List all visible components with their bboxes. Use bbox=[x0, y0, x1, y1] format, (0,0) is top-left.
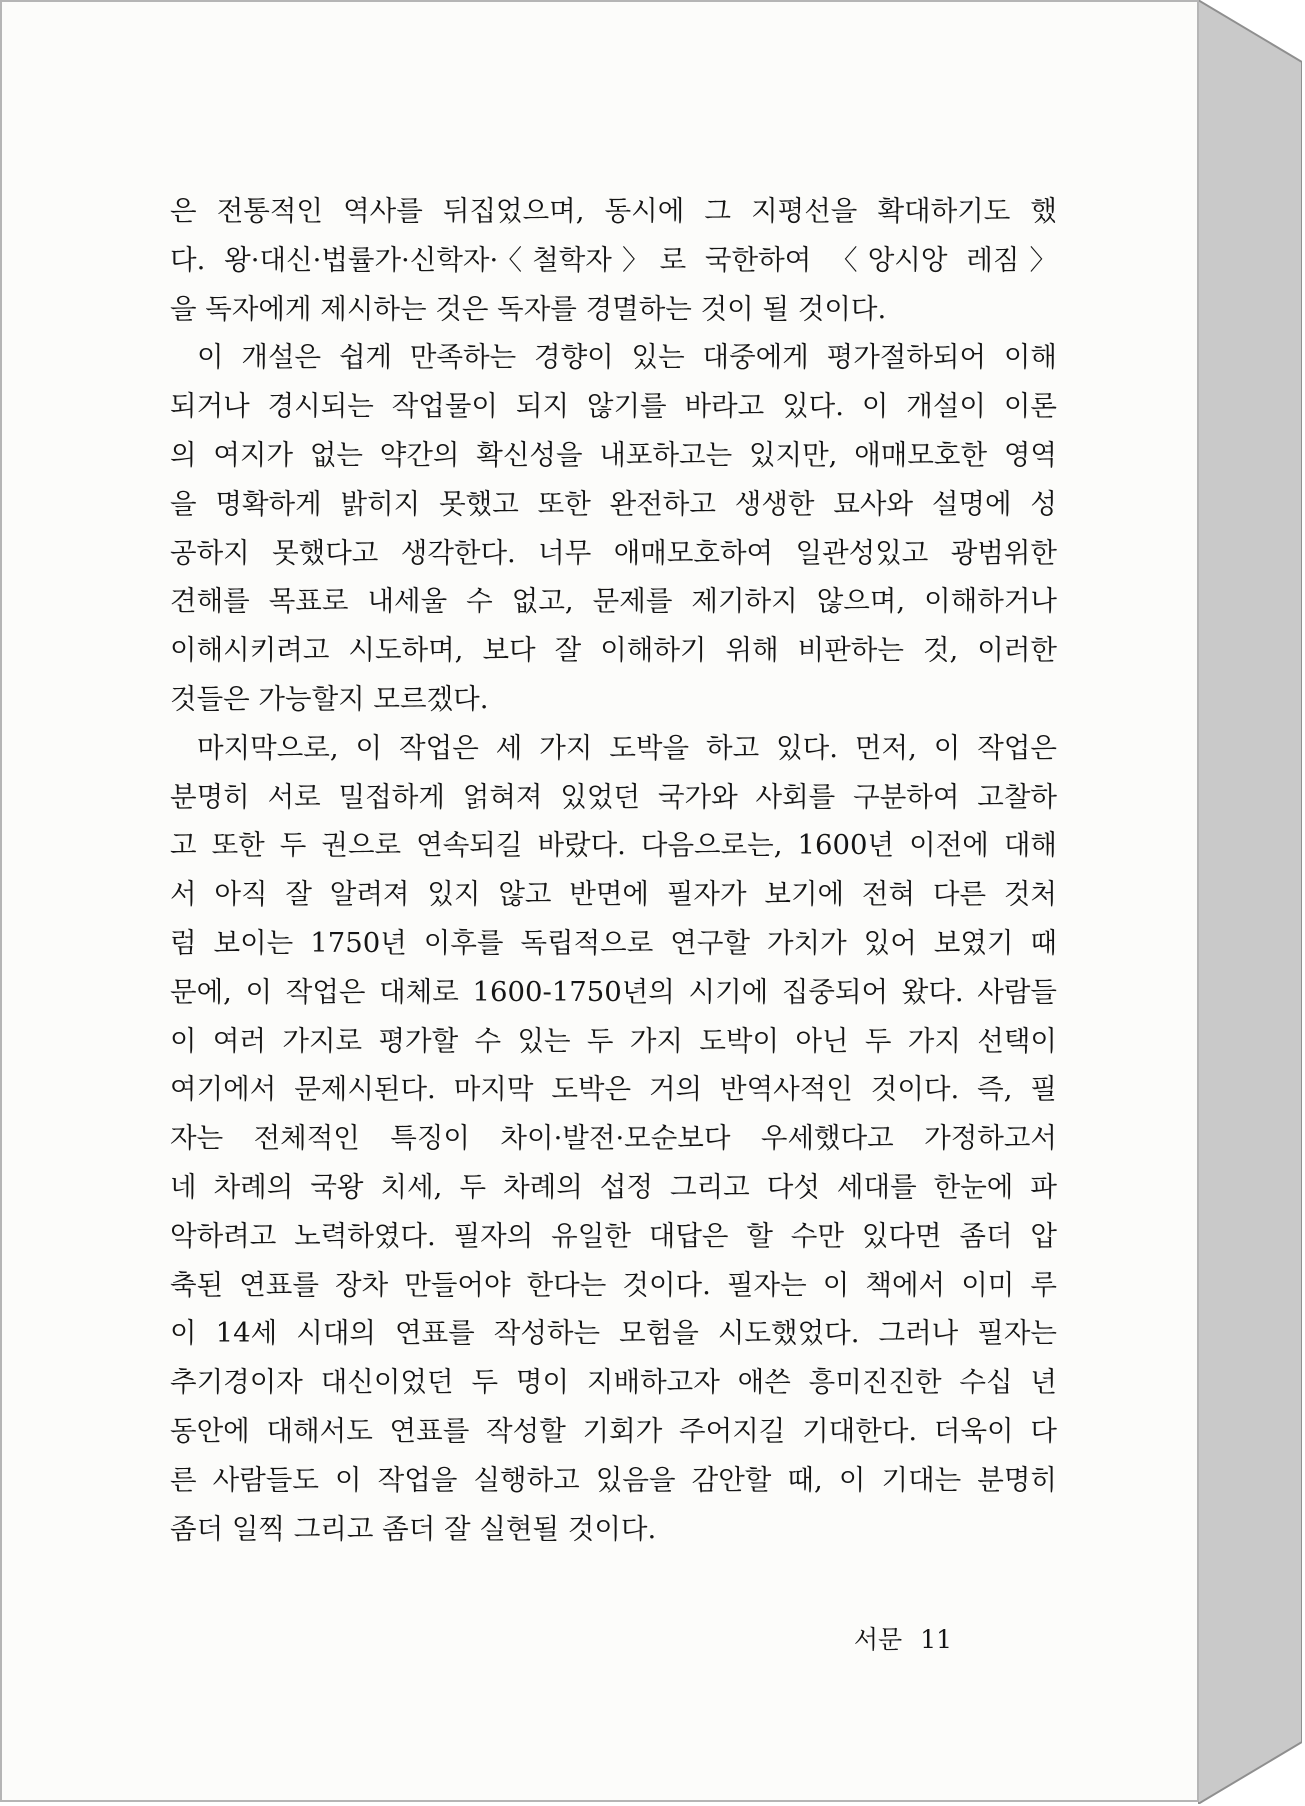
text-line: 자는 전체적인 특징이 차이·발전·모순보다 우세했다고 가정하고서 bbox=[170, 1122, 1057, 1155]
text-line: 을 독자에게 제시하는 것은 독자를 경멸하는 것이 될 것이다. bbox=[170, 292, 887, 325]
text-line: 네 차례의 국왕 치세, 두 차례의 섭정 그리고 다섯 세대를 한눈에 파 bbox=[170, 1170, 1057, 1203]
text-line: 이 개설은 쉽게 만족하는 경향이 있는 대중에게 평가절하되어 이해 bbox=[197, 341, 1057, 374]
text-line: 여기에서 문제시된다. 마지막 도박은 거의 반역사적인 것이다. 즉, 필 bbox=[170, 1073, 1057, 1106]
text-line: 이 여러 가지로 평가할 수 있는 두 가지 도박이 아닌 두 가지 선택이 bbox=[170, 1024, 1057, 1057]
section-title: 서문 bbox=[853, 1625, 903, 1654]
page-footer bbox=[854, 1620, 952, 1656]
text-line: 것들은 가능할지 모르겠다. bbox=[170, 682, 489, 715]
text-line: 의 여지가 없는 약간의 확신성을 내포하고는 있지만, 애매모호한 영역 bbox=[170, 438, 1057, 471]
text-line: 견해를 목표로 내세울 수 없고, 문제를 제기하지 않으며, 이해하거나 bbox=[170, 585, 1057, 618]
text-line: 른 사람들도 이 작업을 실행하고 있음을 감안할 때, 이 기대는 분명히 bbox=[170, 1463, 1057, 1496]
text-line: 이 14세 시대의 연표를 작성하는 모험을 시도했었다. 그러나 필자는 bbox=[170, 1317, 1057, 1350]
text-line: 문에, 이 작업은 대체로 1600-1750년의 시기에 집중되어 왔다. 사람들 bbox=[170, 975, 1057, 1008]
text-line: 서 아직 잘 알려져 있지 않고 반면에 필자가 보기에 전혀 다른 것처 bbox=[170, 878, 1057, 911]
text-line: 다. 왕·대신·법률가·신학자·〈철학자〉로 국한하여 〈앙시앙 레짐〉 bbox=[170, 243, 1057, 276]
page-number: 11 bbox=[920, 1625, 952, 1654]
body-text bbox=[170, 187, 1057, 1553]
text-line: 동안에 대해서도 연표를 작성할 기회가 주어지길 기대한다. 더욱이 다 bbox=[170, 1414, 1057, 1447]
text-line: 은 전통적인 역사를 뒤집었으며, 동시에 그 지평선을 확대하기도 했 bbox=[170, 195, 1057, 227]
text-line: 축된 연표를 장차 만들어야 한다는 것이다. 필자는 이 책에서 이미 루 bbox=[170, 1268, 1057, 1301]
text-line: 악하려고 노력하였다. 필자의 유일한 대답은 할 수만 있다면 좀더 압 bbox=[170, 1219, 1057, 1252]
text-line: 공하지 못했다고 생각한다. 너무 애매모호하여 일관성있고 광범위한 bbox=[170, 536, 1057, 569]
text-line: 이해시키려고 시도하며, 보다 잘 이해하기 위해 비판하는 것, 이러한 bbox=[170, 634, 1057, 667]
text-line: 되거나 경시되는 작업물이 되지 않기를 바라고 있다. 이 개설이 이론 bbox=[170, 390, 1057, 423]
text-line: 좀더 일찍 그리고 좀더 잘 실현될 것이다. bbox=[170, 1512, 657, 1545]
text-line: 추기경이자 대신이었던 두 명이 지배하고자 애쓴 흥미진진한 수십 년 bbox=[170, 1366, 1057, 1399]
text-line: 분명히 서로 밀접하게 얽혀져 있었던 국가와 사회를 구분하여 고찰하 bbox=[170, 780, 1057, 813]
text-line: 고 또한 두 권으로 연속되길 바랐다. 다음으로는, 1600년 이전에 대해 bbox=[170, 829, 1057, 862]
text-line: 을 명확하게 밝히지 못했고 또한 완전하고 생생한 묘사와 설명에 성 bbox=[170, 487, 1057, 520]
book-side-edge bbox=[1198, 0, 1302, 1804]
text-line: 마지막으로, 이 작업은 세 가지 도박을 하고 있다. 먼저, 이 작업은 bbox=[197, 731, 1057, 764]
text-line: 럼 보이는 1750년 이후를 독립적으로 연구할 가치가 있어 보였기 때 bbox=[170, 926, 1057, 959]
